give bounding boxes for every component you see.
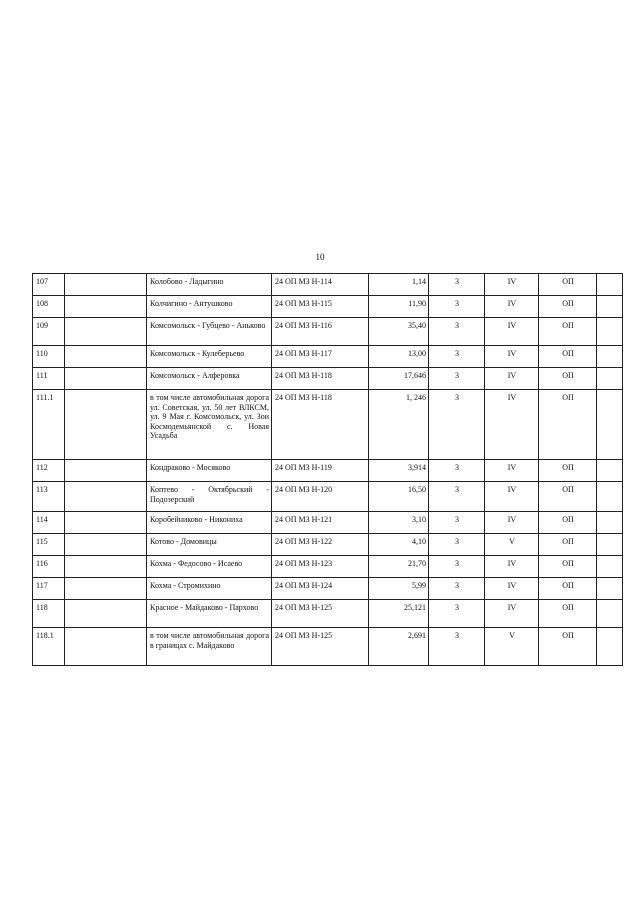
row-blank-cell	[65, 318, 147, 346]
road-category: 3	[429, 346, 485, 368]
row-number: 118	[33, 600, 65, 628]
road-class: IV	[485, 556, 539, 578]
road-class: IV	[485, 460, 539, 482]
row-extra-cell	[597, 628, 623, 666]
table-row	[33, 578, 623, 600]
road-category: 3	[429, 600, 485, 628]
road-name: Комсомольск - Губцево - Аньково	[147, 318, 272, 346]
road-class: V	[485, 628, 539, 666]
road-type: ОП	[539, 318, 597, 346]
road-id-code: 24 ОП МЗ Н-117	[272, 346, 369, 368]
road-type: ОП	[539, 296, 597, 318]
table-row	[33, 318, 623, 346]
road-category: 3	[429, 274, 485, 296]
road-name: в том числе автомобильная дорога ул. Советская, ул. 50 лет ВЛКСМ, ул. 9 Мая г. Комсомольск, ул. Зои Космодемьянской с. Новая Усадьба	[147, 390, 272, 460]
row-number: 118.1	[33, 628, 65, 666]
row-number: 110	[33, 346, 65, 368]
table-row	[33, 512, 623, 534]
row-blank-cell	[65, 482, 147, 512]
road-class: IV	[485, 318, 539, 346]
row-number: 111.1	[33, 390, 65, 460]
row-blank-cell	[65, 534, 147, 556]
road-name: Колчигино - Антушково	[147, 296, 272, 318]
road-category: 3	[429, 482, 485, 512]
road-length: 25,121	[369, 600, 429, 628]
road-class: IV	[485, 578, 539, 600]
road-id-code: 24 ОП МЗ Н-125	[272, 628, 369, 666]
road-class: IV	[485, 368, 539, 390]
row-number: 114	[33, 512, 65, 534]
row-extra-cell	[597, 274, 623, 296]
road-name: Комсомольск - Алферовка	[147, 368, 272, 390]
roads-table-body	[33, 274, 623, 666]
road-id-code: 24 ОП МЗ Н-125	[272, 600, 369, 628]
row-number: 113	[33, 482, 65, 512]
road-length: 1, 246	[369, 390, 429, 460]
row-blank-cell	[65, 274, 147, 296]
road-id-code: 24 ОП МЗ Н-119	[272, 460, 369, 482]
road-name: Кохма - Федосово - Исаево	[147, 556, 272, 578]
road-name: Комсомольск - Кулеберьево	[147, 346, 272, 368]
row-number: 111	[33, 368, 65, 390]
row-blank-cell	[65, 628, 147, 666]
road-name: Коптево - Октябрьский - Подозерский	[147, 482, 272, 512]
table-row	[33, 482, 623, 512]
road-category: 3	[429, 318, 485, 346]
row-extra-cell	[597, 600, 623, 628]
road-id-code: 24 ОП МЗ Н-120	[272, 482, 369, 512]
road-class: IV	[485, 274, 539, 296]
row-blank-cell	[65, 368, 147, 390]
road-category: 3	[429, 628, 485, 666]
roads-table	[32, 273, 623, 666]
road-length: 35,40	[369, 318, 429, 346]
table-row	[33, 274, 623, 296]
road-id-code: 24 ОП МЗ Н-121	[272, 512, 369, 534]
road-length: 5,99	[369, 578, 429, 600]
road-category: 3	[429, 578, 485, 600]
row-extra-cell	[597, 534, 623, 556]
road-length: 1,14	[369, 274, 429, 296]
road-class: V	[485, 534, 539, 556]
row-extra-cell	[597, 368, 623, 390]
row-number: 109	[33, 318, 65, 346]
road-length: 11,90	[369, 296, 429, 318]
table-row	[33, 346, 623, 368]
road-type: ОП	[539, 482, 597, 512]
road-id-code: 24 ОП МЗ Н-124	[272, 578, 369, 600]
row-extra-cell	[597, 346, 623, 368]
row-extra-cell	[597, 482, 623, 512]
row-extra-cell	[597, 556, 623, 578]
table-row	[33, 628, 623, 666]
table-row	[33, 460, 623, 482]
road-type: ОП	[539, 578, 597, 600]
road-length: 17,646	[369, 368, 429, 390]
row-number: 107	[33, 274, 65, 296]
road-type: ОП	[539, 628, 597, 666]
road-category: 3	[429, 534, 485, 556]
row-extra-cell	[597, 460, 623, 482]
road-length: 4,10	[369, 534, 429, 556]
road-length: 21,70	[369, 556, 429, 578]
row-blank-cell	[65, 346, 147, 368]
road-name: Кондраково - Мосяково	[147, 460, 272, 482]
road-id-code: 24 ОП МЗ Н-116	[272, 318, 369, 346]
table-row	[33, 556, 623, 578]
road-class: IV	[485, 390, 539, 460]
road-name: в том числе автомобильная дорога в границах с. Майдаково	[147, 628, 272, 666]
road-category: 3	[429, 512, 485, 534]
road-type: ОП	[539, 534, 597, 556]
road-type: ОП	[539, 460, 597, 482]
row-extra-cell	[597, 578, 623, 600]
road-type: ОП	[539, 556, 597, 578]
road-length: 2,691	[369, 628, 429, 666]
road-id-code: 24 ОП МЗ Н-114	[272, 274, 369, 296]
row-blank-cell	[65, 600, 147, 628]
road-type: ОП	[539, 512, 597, 534]
row-number: 117	[33, 578, 65, 600]
road-class: IV	[485, 512, 539, 534]
page-number: 10	[315, 252, 325, 262]
road-type: ОП	[539, 600, 597, 628]
road-category: 3	[429, 368, 485, 390]
road-class: IV	[485, 600, 539, 628]
row-extra-cell	[597, 512, 623, 534]
table-row	[33, 368, 623, 390]
road-name: Котово - Домовицы	[147, 534, 272, 556]
road-name: Коробейниково - Никониха	[147, 512, 272, 534]
road-category: 3	[429, 390, 485, 460]
row-number: 115	[33, 534, 65, 556]
road-length: 3,10	[369, 512, 429, 534]
row-number: 112	[33, 460, 65, 482]
row-extra-cell	[597, 296, 623, 318]
road-length: 16,50	[369, 482, 429, 512]
road-category: 3	[429, 296, 485, 318]
road-category: 3	[429, 556, 485, 578]
road-length: 13,00	[369, 346, 429, 368]
road-type: ОП	[539, 274, 597, 296]
row-blank-cell	[65, 460, 147, 482]
road-type: ОП	[539, 346, 597, 368]
table-row	[33, 534, 623, 556]
road-category: 3	[429, 460, 485, 482]
road-class: IV	[485, 482, 539, 512]
row-blank-cell	[65, 296, 147, 318]
table-row	[33, 296, 623, 318]
road-class: IV	[485, 296, 539, 318]
row-number: 108	[33, 296, 65, 318]
row-number: 116	[33, 556, 65, 578]
road-id-code: 24 ОП МЗ Н-122	[272, 534, 369, 556]
row-blank-cell	[65, 512, 147, 534]
road-name: Красное - Майдаково - Пархово	[147, 600, 272, 628]
row-extra-cell	[597, 390, 623, 460]
road-id-code: 24 ОП МЗ Н-118	[272, 390, 369, 460]
road-type: ОП	[539, 390, 597, 460]
row-blank-cell	[65, 390, 147, 460]
row-blank-cell	[65, 556, 147, 578]
road-name: Кохма - Стромихино	[147, 578, 272, 600]
road-name: Колобово - Ладыгино	[147, 274, 272, 296]
row-blank-cell	[65, 578, 147, 600]
road-id-code: 24 ОП МЗ Н-118	[272, 368, 369, 390]
road-class: IV	[485, 346, 539, 368]
road-id-code: 24 ОП МЗ Н-123	[272, 556, 369, 578]
table-row	[33, 390, 623, 460]
road-type: ОП	[539, 368, 597, 390]
row-extra-cell	[597, 318, 623, 346]
table-row	[33, 600, 623, 628]
road-length: 3,914	[369, 460, 429, 482]
road-id-code: 24 ОП МЗ Н-115	[272, 296, 369, 318]
